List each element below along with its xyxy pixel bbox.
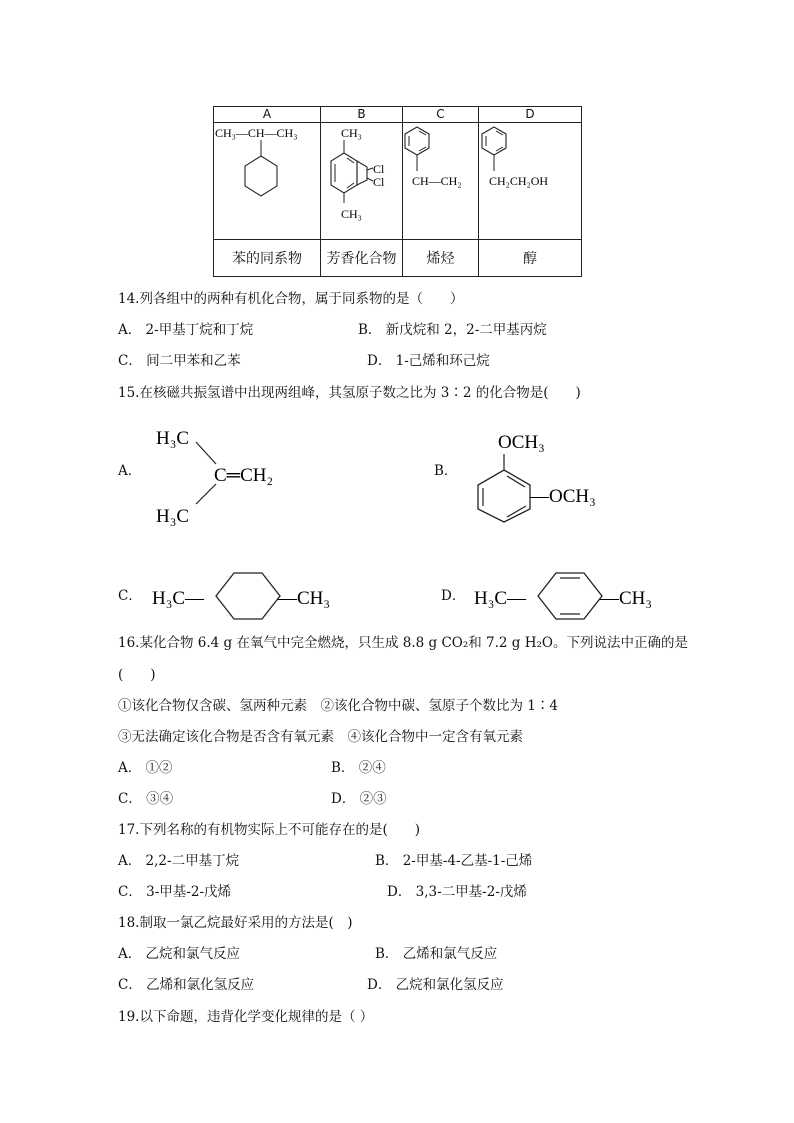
structure-c-label: CH—CH₂ bbox=[412, 174, 462, 188]
q16-paren: ( ) bbox=[118, 667, 156, 683]
option-text: 乙烷和氯气反应 bbox=[145, 946, 241, 962]
option-text: 3-甲基-2-戊烯 bbox=[146, 884, 232, 900]
q19-stem: 19.以下命题，违背化学变化规律的是（ ） bbox=[118, 1009, 374, 1025]
structure-d-label: CH₂CH₂OH bbox=[489, 174, 549, 188]
q15-option-c-letter: C． bbox=[118, 588, 142, 604]
q17-option-d bbox=[387, 883, 527, 901]
option-letter: B． bbox=[375, 946, 399, 962]
structure-d-drawing bbox=[479, 123, 581, 235]
option-letter: B． bbox=[375, 853, 399, 869]
option-text: ②④ bbox=[358, 760, 386, 776]
benzene-ring bbox=[538, 573, 602, 619]
q15b-och3-top: OCH₃ bbox=[498, 432, 545, 453]
table-structure-row bbox=[214, 123, 582, 240]
option-letter: C． bbox=[118, 353, 142, 369]
option-text: ②③ bbox=[359, 791, 387, 807]
category-b: 芳香化合物 bbox=[321, 240, 403, 277]
q16-statements-2: ③无法确定该化合物是否含有氧元素 ④该化合物中一定含有氧元素 bbox=[118, 729, 523, 745]
category-a: 苯的同系物 bbox=[214, 240, 321, 277]
q15-stem: 15.在核磁共振氢谱中出现两组峰，其氢原子数之比为 3∶2 的化合物是( ) bbox=[118, 385, 581, 401]
option-text: ③④ bbox=[146, 791, 174, 807]
q15-option-a-structure bbox=[150, 420, 310, 530]
option-text: 2,2-二甲基丁烷 bbox=[145, 853, 240, 869]
option-text: 2-甲基丁烷和丁烷 bbox=[145, 322, 254, 338]
structure-b-ch3-bottom: CH₃ bbox=[341, 207, 362, 221]
q15a-h3c-top: H₃C bbox=[156, 428, 190, 449]
option-text: 3,3-二甲基-2-戊烯 bbox=[415, 884, 527, 900]
option-letter: B． bbox=[358, 322, 382, 338]
q17-option-a bbox=[118, 852, 239, 870]
q18-option-b bbox=[375, 945, 497, 963]
structure-a bbox=[214, 123, 321, 240]
option-letter: D． bbox=[331, 791, 356, 807]
q14-option-c bbox=[118, 352, 241, 370]
q15-option-b-letter: B． bbox=[434, 463, 458, 479]
option-text: 新戊烷和 2，2-二甲基丙烷 bbox=[385, 322, 547, 338]
header-b: B bbox=[321, 107, 403, 123]
option-letter: C． bbox=[118, 791, 142, 807]
q15a-h3c-bottom: H₃C bbox=[156, 506, 190, 527]
q15c-right: —CH₃ bbox=[278, 588, 331, 609]
q15-option-d-letter: D． bbox=[441, 588, 466, 604]
q15b-och3-right: —OCH₃ bbox=[530, 486, 596, 507]
structure-a-drawing bbox=[214, 123, 320, 235]
q18-option-a bbox=[118, 945, 240, 963]
q17-option-c bbox=[118, 883, 231, 901]
q16-option-c bbox=[118, 790, 173, 808]
q15a-c-eq-ch2: C═CH₂ bbox=[214, 465, 274, 486]
benzene-ring bbox=[478, 470, 530, 522]
structure-c-drawing bbox=[403, 123, 478, 235]
table-category-row bbox=[214, 240, 582, 277]
header-c: C bbox=[403, 107, 479, 123]
option-text: 乙烷和氯化氢反应 bbox=[395, 977, 504, 993]
header-a: A bbox=[214, 107, 321, 123]
structure-b bbox=[321, 123, 403, 240]
option-letter: A． bbox=[118, 760, 142, 776]
q16-option-a bbox=[118, 759, 173, 777]
q18-option-d bbox=[367, 976, 504, 994]
q14-option-b bbox=[358, 321, 547, 339]
option-letter: A． bbox=[118, 853, 142, 869]
q14-option-a bbox=[118, 321, 253, 339]
option-text: ①② bbox=[145, 760, 173, 776]
option-text: 间二甲苯和乙苯 bbox=[146, 353, 241, 369]
q16-stem: 16.某化合物 6.4 g 在氧气中完全燃烧，只生成 8.8 g CO₂和 7.2 g H₂O。下列说法中正确的是 bbox=[118, 635, 688, 651]
option-text: 2-甲基-4-乙基-1-己烯 bbox=[402, 853, 533, 869]
q16-option-b bbox=[331, 759, 386, 777]
q15c-left: H₃C— bbox=[152, 588, 205, 609]
category-d: 醇 bbox=[479, 240, 582, 277]
structure-b-drawing bbox=[321, 123, 402, 235]
structure-b-cl1: Cl bbox=[373, 162, 385, 176]
q15-option-b-structure bbox=[458, 420, 618, 525]
option-letter: D． bbox=[367, 977, 392, 993]
structure-a-top-label: CH₃—CH—CH₃ bbox=[215, 126, 298, 140]
structure-b-cl2: Cl bbox=[373, 175, 385, 189]
option-text: 1-己烯和环己烷 bbox=[395, 353, 490, 369]
q15-option-c-structure bbox=[150, 565, 350, 627]
q15-option-d-structure bbox=[472, 565, 672, 627]
option-letter: A． bbox=[118, 322, 142, 338]
option-letter: D． bbox=[367, 353, 392, 369]
q14-stem: 14.列各组中的两种有机化合物，属于同系物的是（ ） bbox=[118, 291, 464, 307]
option-letter: C． bbox=[118, 884, 142, 900]
q15d-left: H₃C— bbox=[474, 588, 527, 609]
option-letter: B． bbox=[331, 760, 355, 776]
option-letter: D． bbox=[387, 884, 412, 900]
structure-b-ch3-top: CH₃ bbox=[341, 126, 362, 140]
classification-table bbox=[213, 106, 582, 277]
option-letter: A． bbox=[118, 946, 142, 962]
cyclohexane-ring bbox=[245, 156, 277, 196]
q15-option-a-letter: A． bbox=[118, 463, 142, 479]
structure-d bbox=[479, 123, 582, 240]
header-d: D bbox=[479, 107, 582, 123]
option-letter: C． bbox=[118, 977, 142, 993]
q16-option-d bbox=[331, 790, 387, 808]
q15d-right: —CH₃ bbox=[600, 588, 653, 609]
category-c: 烯烃 bbox=[403, 240, 479, 277]
q17-option-b bbox=[375, 852, 532, 870]
option-text: 乙烯和氯化氢反应 bbox=[146, 977, 255, 993]
q14-option-d bbox=[367, 352, 490, 370]
table-header-row bbox=[214, 107, 582, 123]
structure-c bbox=[403, 123, 479, 240]
q17-stem: 17.下列名称的有机物实际上不可能存在的是( ) bbox=[118, 822, 421, 838]
option-text: 乙烯和氯气反应 bbox=[402, 946, 498, 962]
cyclohexane-ring bbox=[216, 573, 280, 619]
q18-option-c bbox=[118, 976, 254, 994]
q16-statements-1: ①该化合物仅含碳、氢两种元素 ②该化合物中碳、氢原子个数比为 1∶4 bbox=[118, 698, 558, 714]
q18-stem: 18.制取一氯乙烷最好采用的方法是( ) bbox=[118, 915, 353, 931]
